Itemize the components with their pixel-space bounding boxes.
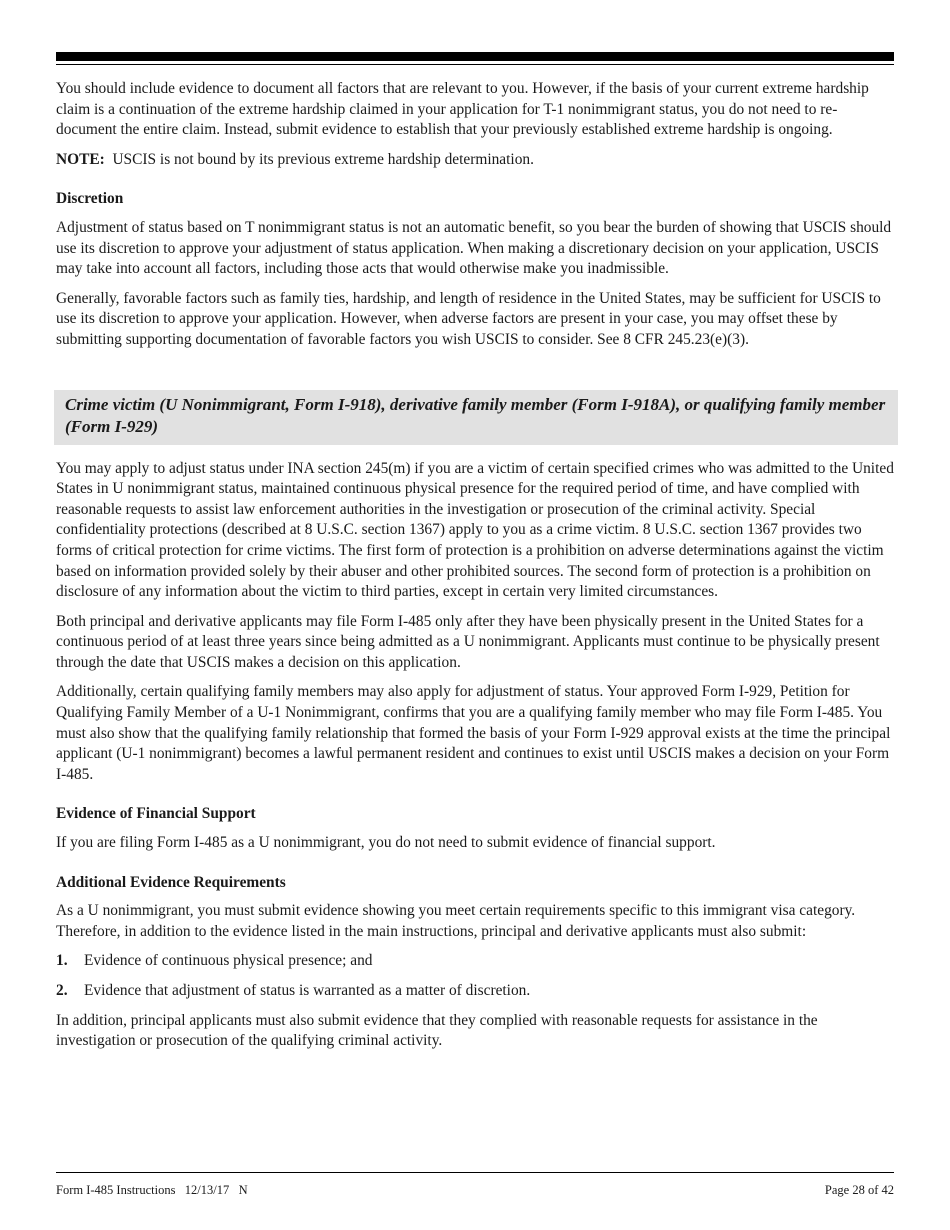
additional-paragraph-1: As a U nonimmigrant, you must submit evidence showing you meet certain requirements specific to this immigrant visa category. Therefore, in addition to the evidence listed in the main instructions, principal and derivative applicants must also submit: (56, 902, 856, 940)
note-paragraph (56, 150, 896, 171)
header-rule-thin (56, 64, 894, 65)
additional-heading: Additional Evidence Requirements (56, 873, 286, 891)
note-text: USCIS is not bound by its previous extreme hardship determination. (104, 150, 534, 168)
section-paragraph-2: Both principal and derivative applicants may file Form I-485 only after they have been physically present in the United States for a continuous period of at least three years since being admitted as a U nonimmigrant. Applicants must continue to be physically present through the date that USCIS makes a decision on this application. (56, 612, 880, 671)
list-text: Evidence of continuous physical presence; and (84, 952, 373, 970)
intro-paragraph: You should include evidence to document all factors that are relevant to you. However, if the basis of your current extreme hardship claim is a continuation of the extreme hardship claimed in your application for T-1 nonimmigrant status, you do not need to re-document the entire claim. Instead, submit evidence to establish that your previously established extreme hardship is ongoing. (56, 80, 869, 139)
footer-form-info: Form I-485 Instructions 12/13/17 N (56, 1183, 248, 1197)
discretion-paragraph-1: Adjustment of status based on T nonimmigrant status is not an automatic benefit, so you bear the burden of showing that USCIS should use its discretion to approve your adjustment of status application. When making a discretionary decision on your application, USCIS may take into account all factors, including those acts that would otherwise make you inadmissible. (56, 218, 892, 278)
page-body (56, 79, 896, 1061)
additional-paragraph-2: In addition, principal applicants must also submit evidence that they complied with reasonable requests for assistance in the investigation or prosecution of the qualifying criminal activity. (56, 1011, 818, 1050)
financial-heading: Evidence of Financial Support (56, 805, 256, 823)
note-label: NOTE: (56, 150, 105, 168)
list-text: Evidence that adjustment of status is warranted as a matter of discretion. (84, 982, 531, 999)
footer-rule (56, 1172, 894, 1173)
list-number: 1. (56, 952, 68, 970)
list-item (56, 981, 896, 1002)
section-banner: Crime victim (U Nonimmigrant, Form I-918), derivative family member (Form I-918A), or qualifying family member (Form I-929) (54, 390, 898, 445)
header-rule-thick (56, 52, 894, 61)
section-paragraph-1: You may apply to adjust status under INA section 245(m) if you are a victim of certain specified crimes who was admitted to the United States in U nonimmigrant status, maintained continuous physical presence for the required period of time, and have complied with reasonable requests to assist law enforcement authorities in the investigation or prosecution of the criminal activity. Special confidentiality protections (described at 8 U.S.C. section 1367) apply to you as a crime victim. 8 U.S.C. section 1367 provides two forms of critical protection for crime victims. The first form of protection is a prohibition on adverse determinations against the victim based on information provided solely by their abuser and other prohibited sources. The second form of protection is a prohibition on disclosure of any information about the victim to third parties, except in certain very limited circumstances. (56, 459, 894, 601)
section-paragraph-3: Additionally, certain qualifying family members may also apply for adjustment of status. Your approved Form I-929, Petition for Qualifying Family Member of a U-1 Nonimmigrant, confirms that you are a qualifying family member who may file Form I-485. You must also show that the qualifying family relationship that formed the basis of your Form I-929 approval exists at the time the principal applicant (U-1 nonimmigrant) becomes a lawful permanent resident and continues to exist until USCIS makes a decision on your Form I-485. (56, 683, 891, 783)
discretion-paragraph-2: Generally, favorable factors such as family ties, hardship, and length of residence in the United States, may be sufficient for USCIS to use its discretion to approve your application. However, when adverse factors are present in your case, you may offset these by submitting supporting documentation of favorable factors you wish USCIS to consider. See 8 CFR 245.23(e)(3). (56, 289, 881, 348)
footer-page-number: Page 28 of 42 (824, 1183, 894, 1197)
discretion-heading: Discretion (56, 190, 124, 208)
list-number: 2. (56, 982, 68, 999)
list-item (56, 951, 896, 972)
financial-paragraph: If you are filing Form I-485 as a U nonimmigrant, you do not need to submit evidence of financial support. (56, 834, 716, 852)
